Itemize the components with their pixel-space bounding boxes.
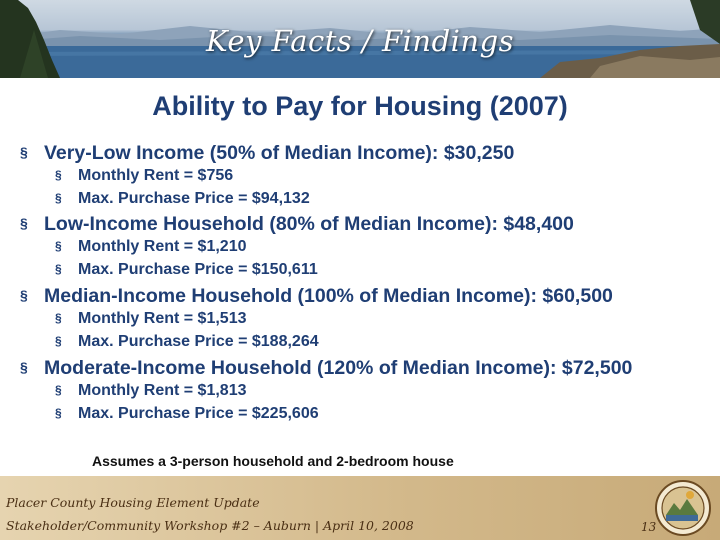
bullet-text: Very-Low Income (50% of Median Income): $30,250 [44, 142, 515, 164]
bullet-icon: § [20, 144, 28, 160]
assumption-note: Assumes a 3-person household and 2-bedroom house [92, 453, 454, 469]
bullet-very-low-income [20, 142, 514, 165]
bullet-median-income [20, 285, 613, 308]
footer-bar [0, 476, 720, 540]
sub-bullet-max-purchase-price [55, 190, 310, 208]
sub-bullet-text: Monthly Rent = $756 [78, 167, 234, 184]
bullet-moderate-income [20, 357, 632, 380]
sub-bullet-text: Monthly Rent = $1,210 [78, 238, 247, 255]
footer-project-title: Placer County Housing Element Update [6, 495, 260, 510]
header-banner [0, 0, 720, 78]
sub-bullet-monthly-rent [55, 238, 247, 256]
bullet-icon: § [55, 239, 62, 253]
sub-bullet-max-purchase-price [55, 333, 319, 351]
sub-bullet-text: Monthly Rent = $1,813 [78, 382, 247, 399]
sub-bullet-max-purchase-price [55, 261, 318, 279]
bullet-icon: § [55, 168, 62, 182]
sub-bullet-monthly-rent [55, 310, 247, 328]
sub-bullet-max-purchase-price [55, 405, 319, 423]
footer-workshop-info: Stakeholder/Community Workshop #2 – Auburn | April 10, 2008 [6, 518, 414, 533]
bullet-icon: § [55, 383, 62, 397]
slide-title: Ability to Pay for Housing (2007) [152, 91, 568, 121]
bullet-text: Median-Income Household (100% of Median Income): $60,500 [44, 285, 613, 307]
page-number: 13 [641, 520, 657, 534]
bullet-icon: § [20, 215, 28, 231]
bullet-icon: § [55, 406, 62, 420]
bullet-icon: § [20, 287, 28, 303]
bullet-icon: § [20, 359, 28, 375]
bullet-icon: § [55, 191, 62, 205]
sub-bullet-text: Max. Purchase Price = $225,606 [78, 405, 319, 422]
bullet-text: Low-Income Household (80% of Median Income): $48,400 [44, 213, 574, 235]
banner-title: Key Facts / Findings [205, 24, 515, 58]
bullet-icon: § [55, 311, 62, 325]
bullet-icon: § [55, 262, 62, 276]
sub-bullet-monthly-rent [55, 382, 247, 400]
bullet-text: Moderate-Income Household (120% of Median Income): $72,500 [44, 357, 633, 379]
bullet-low-income [20, 213, 574, 236]
sub-bullet-text: Max. Purchase Price = $188,264 [78, 333, 319, 350]
sub-bullet-text: Monthly Rent = $1,513 [78, 310, 247, 327]
bullet-icon: § [55, 334, 62, 348]
sub-bullet-text: Max. Purchase Price = $150,611 [78, 261, 318, 278]
sub-bullet-text: Max. Purchase Price = $94,132 [78, 190, 310, 207]
sub-bullet-monthly-rent [55, 167, 233, 185]
county-seal-icon [654, 479, 712, 537]
